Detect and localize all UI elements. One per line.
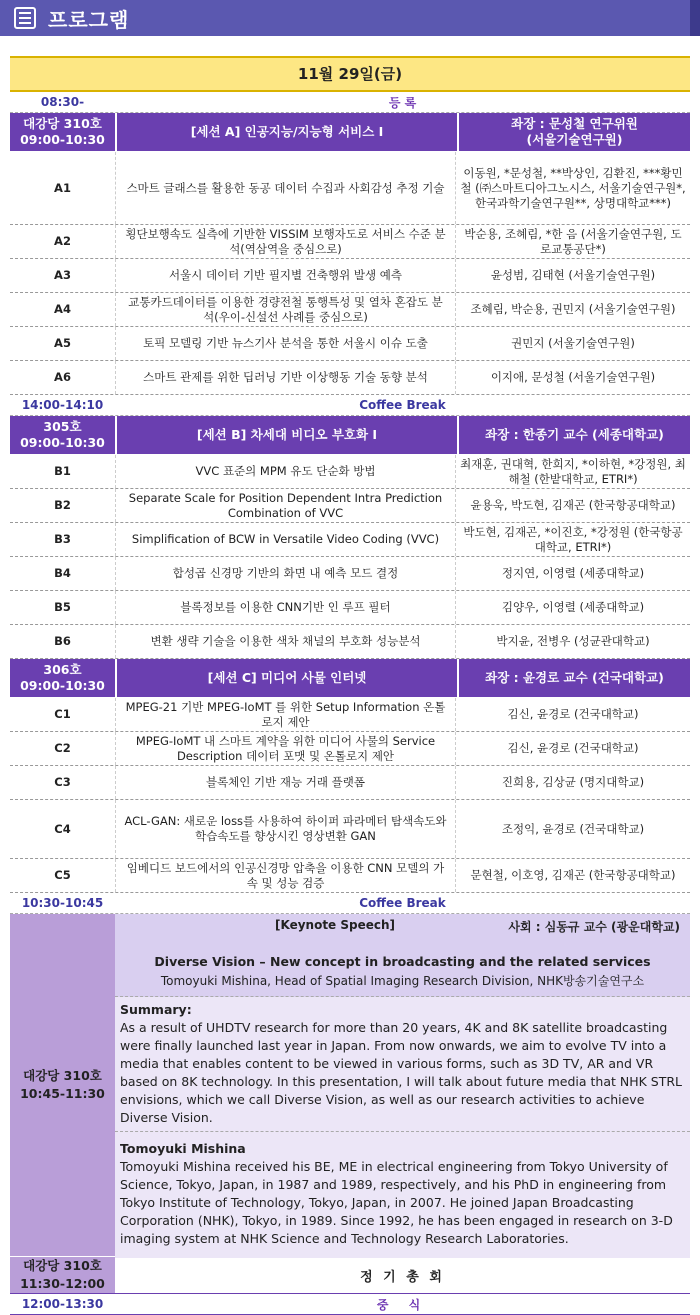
- table-row: B3 Simplification of BCW in Versatile Video Coding (VVC) 박도현, 김재곤, *이진호, *강정원 (한국항공대학교, ETRI*): [10, 523, 690, 557]
- program-table: [10, 56, 690, 1315]
- table-row: A4 교통카드데이터를 이용한 경량전철 통행특성 및 열차 혼잡도 분석(우이-신설선 사례를 중심으로) 조혜림, 박순용, 권민지 (서울기술연구원): [10, 293, 690, 327]
- summary-label: Summary:: [120, 1002, 192, 1017]
- lunch-row: 12:00-13:30 중 식: [10, 1293, 690, 1315]
- keynote-time: 10:45-11:30: [20, 1086, 105, 1101]
- general-meeting-label: 정 기 총 회: [360, 1269, 445, 1285]
- keynote-block: [10, 914, 690, 1256]
- session-chair-org: (서울기술연구원): [526, 132, 623, 147]
- page-header: [0, 0, 700, 36]
- table-row: C4 ACL-GAN: 새로운 loss를 사용하여 하이퍼 파라메터 탐색속도와 학습속도를 향상시킨 영상변환 GAN 조정익, 윤경로 (건국대학교): [10, 800, 690, 859]
- table-row: B4 합성곱 신경망 기반의 화면 내 예측 모드 결정 정지연, 이영렬 (세종대학교): [10, 557, 690, 591]
- session-time: 09:00-10:30: [20, 435, 105, 450]
- session-b-header: [10, 416, 690, 455]
- registration-row: [10, 92, 690, 113]
- session-title: [세션 A] 인공지능/지능형 서비스 I: [117, 113, 459, 151]
- table-row: C3 블록체인 기반 재능 거래 플랫폼 진희용, 김상균 (명지대학교): [10, 766, 690, 800]
- list-icon: [14, 7, 36, 29]
- table-row: A2 횡단보행속도 실측에 기반한 VISSIM 보행자도로 서비스 수준 분석(역삼역을 중심으로) 박순용, 조혜림, *한 음 (서울기술연구원, 도로교통공단*): [10, 225, 690, 259]
- table-row: A5 토픽 모델링 기반 뉴스기사 분석을 통한 서울시 이슈 도출 권민지 (서울기술연구원): [10, 327, 690, 361]
- session-chair: 좌장 : 윤경로 교수 (건국대학교): [485, 670, 664, 685]
- table-row: B2 Separate Scale for Position Dependent Intra Prediction Combination of VVC 윤용욱, 박도현, 김재곤 (한국항공대학교): [10, 489, 690, 523]
- bio-text: Tomoyuki Mishina received his BE, ME in electrical engineering from Tokyo University of Science, Tokyo, Japan, in 1987 and 1989, respectively, and his PhD in engineering from Tokyo Institute of Technology, Tokyo, Japan, in 2007. He joined Japan Broadcasting Corporation (NHK), Tokyo, in 1989. Since 1992, he has been engaged in research on 3-D imaging system at NHK Science and Technology Research Laboratories.: [120, 1159, 673, 1246]
- table-row: B6 변환 생략 기술을 이용한 색차 채널의 부호화 성능분석 박지윤, 전병우 (성균관대학교): [10, 625, 690, 659]
- keynote-room: 대강당 310호: [23, 1068, 102, 1083]
- keynote-host: 사회 : 심동규 교수 (광운대학교): [508, 920, 680, 934]
- session-chair: 좌장 : 한종기 교수 (세종대학교): [485, 427, 664, 442]
- coffee-break-row: 14:00-14:10 Coffee Break: [10, 395, 690, 416]
- keynote-title: Diverse Vision – New concept in broadcasting and the related services: [154, 954, 651, 969]
- session-title: [세션 C] 미디어 사물 인터넷: [117, 659, 459, 697]
- session-room: 306호: [43, 662, 82, 677]
- registration-time: 08:30-: [40, 95, 85, 109]
- table-row: B1 VVC 표준의 MPM 유도 단순화 방법 최재훈, 권대혁, 한희지, *이하현, *강정원, 최해철 (한밭대학교, ETRI*): [10, 455, 690, 489]
- keynote-speaker: Tomoyuki Mishina, Head of Spatial Imaging Research Division, NHK방송기술연구소: [160, 974, 645, 988]
- general-meeting-row: 대강당 310호 11:30-12:00 정 기 총 회: [10, 1256, 690, 1293]
- bio-name: Tomoyuki Mishina: [120, 1141, 246, 1156]
- table-row: C5 임베디드 보드에서의 인공신경망 압축을 이용한 CNN 모델의 가속 및 성능 검증 문현철, 이호영, 김재곤 (한국항공대학교): [10, 859, 690, 893]
- table-row: C2 MPEG-IoMT 내 스마트 계약을 위한 미디어 사물의 Service Description 데이터 포맷 및 온톨로지 제안 김신, 윤경로 (건국대학교): [10, 732, 690, 766]
- summary-text: As a result of UHDTV research for more than 20 years, 4K and 8K satellite broadcasting were finally launched last year in Japan. From now onwards, we aim to evolve TV into a media that enables content to be viewed in various forms, such as 3D TV, AR and VR based on 8K technology. In this presentation, I will talk about future media that NHK STRL envisions, which we call Diverse Vision, as well as our research activities to achieve Diverse Vision.: [120, 1020, 683, 1125]
- keynote-label: [Keynote Speech]: [275, 918, 396, 932]
- session-title: [세션 B] 차세대 비디오 부호화 I: [117, 416, 459, 454]
- session-chair: 좌장 : 문성철 연구위원: [511, 116, 638, 131]
- session-a-header: [10, 113, 690, 152]
- session-c-header: [10, 659, 690, 698]
- registration-label: 등 록: [388, 95, 417, 110]
- session-time: 09:00-10:30: [20, 132, 105, 147]
- session-room: 305호: [43, 419, 82, 434]
- table-row: A3 서울시 데이터 기반 필지별 건축행위 발생 예측 윤성범, 김태현 (서울기술연구원): [10, 259, 690, 293]
- table-row: C1 MPEG-21 기반 MPEG-IoMT 를 위한 Setup Information 온톨로지 제안 김신, 윤경로 (건국대학교): [10, 698, 690, 732]
- page-title: 프로그램: [48, 7, 130, 32]
- session-room: 대강당 310호: [23, 116, 102, 131]
- table-row: A6 스마트 관제를 위한 딥러닝 기반 이상행동 기술 동향 분석 이지애, 문성철 (서울기술연구원): [10, 361, 690, 395]
- table-row: B5 블록정보를 이용한 CNN기반 인 루프 필터 김양우, 이영렬 (세종대학교): [10, 591, 690, 625]
- coffee-break-row: 10:30-10:45 Coffee Break: [10, 893, 690, 914]
- date-heading: 11월 29일(금): [10, 56, 690, 92]
- session-time: 09:00-10:30: [20, 678, 105, 693]
- table-row: A1 스마트 글래스를 활용한 동공 데이터 수집과 사회감성 추정 기술 이동원, *문성철, **박상인, 김환진, ***황민철 (㈜스마트디아그노시스, 서울기술연구원*, 한국과학기술연구원**, 상명대학교***): [10, 152, 690, 225]
